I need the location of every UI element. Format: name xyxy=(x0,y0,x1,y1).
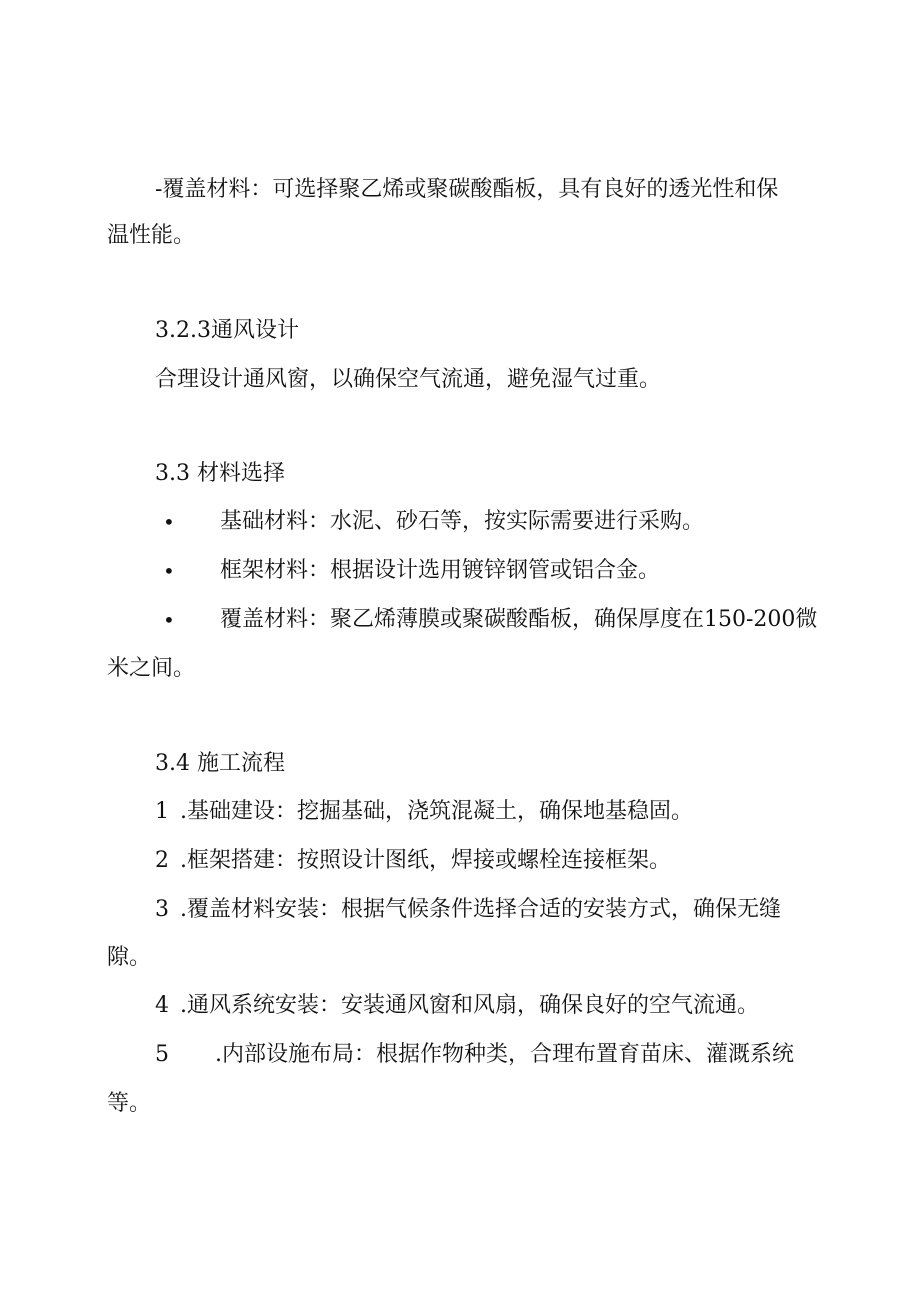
step-number: 2 xyxy=(155,848,169,873)
material-item-3: 覆盖材料：聚乙烯薄膜或聚碳酸酯板，确保厚度在150-200微 xyxy=(220,607,818,632)
ventilation-text: 合理设计通风窗，以确保空气流通，避免湿气过重。 xyxy=(155,367,662,392)
material-item-3-cont: 米之间。 xyxy=(107,656,196,681)
material-item-2: 框架材料：根据设计选用镀锌钢管或铝合金。 xyxy=(220,558,661,583)
bullet-icon: • xyxy=(163,559,175,583)
cover-material-line-2: 温性能。 xyxy=(107,223,196,248)
process-step-5-cont: 等。 xyxy=(107,1091,152,1116)
bullet-icon: • xyxy=(163,510,175,534)
process-step-2: .框架搭建：按照设计图纸，焊接或螺栓连接框架。 xyxy=(180,848,671,873)
step-number: 3 xyxy=(155,897,169,922)
step-number: 1 xyxy=(155,799,169,824)
step-number: 5 xyxy=(155,1042,169,1067)
bullet-icon: • xyxy=(163,608,175,632)
process-step-5: .内部设施布局：根据作物种类，合理布置育苗床、灌溉系统 xyxy=(215,1042,794,1067)
material-item-1: 基础材料：水泥、砂石等，按实际需要进行采购。 xyxy=(220,509,705,534)
process-step-1: .基础建设：挖掘基础，浇筑混凝土，确保地基稳固。 xyxy=(180,799,693,824)
process-step-3-cont: 隙。 xyxy=(107,945,152,970)
step-number: 4 xyxy=(155,993,169,1018)
process-step-3: .覆盖材料安装：根据气候条件选择合适的安装方式，确保无缝 xyxy=(180,897,781,922)
cover-material-line-1: -覆盖材料：可选择聚乙烯或聚碳酸酯板，具有良好的透光性和保 xyxy=(155,177,779,202)
materials-heading: 3.3 材料选择 xyxy=(155,461,285,486)
process-heading: 3.4 施工流程 xyxy=(155,751,285,776)
process-step-4: .通风系统安装：安装通风窗和风扇，确保良好的空气流通。 xyxy=(180,993,759,1018)
ventilation-heading: 3.2.3通风设计 xyxy=(155,318,299,343)
